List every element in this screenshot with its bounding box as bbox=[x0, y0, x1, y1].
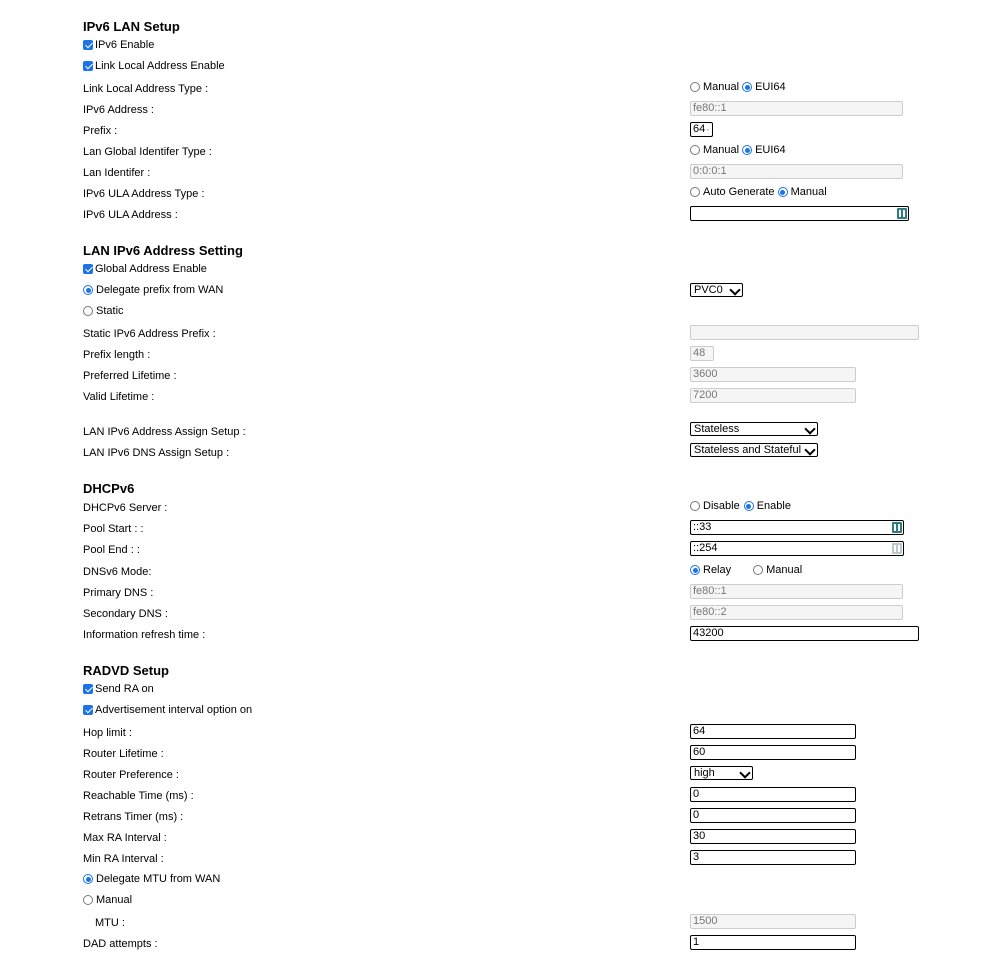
max-ra-interval-input[interactable]: 30 bbox=[690, 829, 856, 844]
global-id-type-eui64-label: EUI64 bbox=[755, 144, 786, 156]
secondary-dns-label: Secondary DNS : bbox=[83, 608, 168, 620]
chevron-down-icon bbox=[804, 423, 815, 434]
ipv6-address-input[interactable]: fe80::1 bbox=[690, 101, 903, 116]
valid-lifetime-input[interactable]: 7200 bbox=[690, 388, 856, 403]
password-manager-icon[interactable] bbox=[892, 543, 902, 554]
static-row[interactable] bbox=[83, 305, 124, 317]
retrans-timer-label: Retrans Timer (ms) : bbox=[83, 811, 184, 823]
spinner-icon[interactable]: ◦ bbox=[706, 127, 709, 134]
preferred-lifetime-label: Preferred Lifetime : bbox=[83, 370, 177, 382]
pvc-select[interactable] bbox=[690, 283, 743, 297]
password-manager-icon[interactable] bbox=[897, 208, 907, 219]
dns-mode-manual-radio[interactable] bbox=[753, 565, 763, 575]
primary-dns-input[interactable]: fe80::1 bbox=[690, 584, 903, 599]
ula-address-label: IPv6 ULA Address : bbox=[83, 209, 178, 221]
send-ra-checkbox[interactable] bbox=[83, 684, 93, 694]
prefix-value: 64 bbox=[693, 123, 706, 135]
ipv6-enable-label: IPv6 Enable bbox=[95, 39, 155, 51]
delegate-prefix-radio[interactable] bbox=[83, 285, 93, 295]
min-ra-interval-input[interactable]: 3 bbox=[690, 850, 856, 865]
dad-attempts-input[interactable]: 1 bbox=[690, 935, 856, 950]
chevron-down-icon bbox=[739, 767, 750, 778]
router-lifetime-label: Router Lifetime : bbox=[83, 748, 164, 760]
link-local-type-manual-label: Manual bbox=[703, 81, 740, 93]
section-title-radvd-setup: RADVD Setup bbox=[83, 663, 169, 678]
address-assign-setup-select[interactable] bbox=[690, 422, 818, 436]
link-local-enable-checkbox-row[interactable] bbox=[83, 60, 225, 72]
delegate-mtu-radio[interactable] bbox=[83, 874, 93, 884]
delegate-prefix-row[interactable] bbox=[83, 284, 223, 296]
ipv6-enable-checkbox[interactable] bbox=[83, 40, 93, 50]
reachable-time-input[interactable]: 0 bbox=[690, 787, 856, 802]
pool-start-label: Pool Start : : bbox=[83, 523, 144, 535]
refresh-time-input[interactable]: 43200 bbox=[690, 626, 919, 641]
chevron-down-icon bbox=[804, 444, 815, 455]
adv-interval-row[interactable] bbox=[83, 704, 252, 716]
primary-dns-label: Primary DNS : bbox=[83, 587, 154, 599]
address-assign-setup-label: LAN IPv6 Address Assign Setup : bbox=[83, 426, 246, 438]
pvc-select-value: PVC0 bbox=[694, 284, 723, 296]
pool-start-input[interactable] bbox=[690, 520, 904, 535]
global-id-type-manual-label: Manual bbox=[703, 144, 740, 156]
router-preference-label: Router Preference : bbox=[83, 769, 179, 781]
valid-lifetime-label: Valid Lifetime : bbox=[83, 391, 155, 403]
pool-end-label: Pool End : : bbox=[83, 544, 140, 556]
address-assign-setup-value: Stateless bbox=[694, 423, 740, 435]
static-label: Static bbox=[96, 305, 124, 317]
chevron-down-icon bbox=[729, 284, 740, 295]
dhcpv6-server-label: DHCPv6 Server : bbox=[83, 502, 168, 514]
dhcpv6-enable-radio[interactable] bbox=[744, 501, 754, 511]
delegate-mtu-label: Delegate MTU from WAN bbox=[96, 873, 221, 885]
global-address-enable-row[interactable] bbox=[83, 263, 207, 275]
adv-interval-checkbox[interactable] bbox=[83, 705, 93, 715]
prefix-label: Prefix : bbox=[83, 125, 118, 137]
preferred-lifetime-input[interactable]: 3600 bbox=[690, 367, 856, 382]
global-id-type-manual-radio[interactable] bbox=[690, 145, 700, 155]
mtu-input[interactable]: 1500 bbox=[690, 914, 856, 929]
section-title-ipv6-lan-setup: IPv6 LAN Setup bbox=[83, 19, 180, 34]
delegate-prefix-label: Delegate prefix from WAN bbox=[96, 284, 224, 296]
dns-assign-setup-label: LAN IPv6 DNS Assign Setup : bbox=[83, 447, 230, 459]
mtu-label: MTU : bbox=[95, 917, 125, 929]
ipv6-enable-checkbox-row[interactable] bbox=[83, 39, 154, 51]
manual-mtu-row[interactable] bbox=[83, 894, 132, 906]
dns-assign-setup-select[interactable] bbox=[690, 443, 818, 457]
link-local-type-manual-radio[interactable] bbox=[690, 82, 700, 92]
static-prefix-input[interactable] bbox=[690, 325, 919, 340]
link-local-enable-label: Link Local Address Enable bbox=[95, 60, 225, 72]
prefix-input[interactable] bbox=[690, 122, 713, 137]
send-ra-row[interactable] bbox=[83, 683, 154, 695]
dns-assign-setup-value: Stateless and Stateful bbox=[694, 444, 802, 456]
ula-type-manual-label: Manual bbox=[790, 186, 827, 198]
retrans-timer-input[interactable]: 0 bbox=[690, 808, 856, 823]
ula-type-label: IPv6 ULA Address Type : bbox=[83, 188, 205, 200]
router-preference-value: high bbox=[694, 767, 715, 779]
dhcpv6-enable-label: Enable bbox=[756, 500, 791, 512]
min-ra-interval-label: Min RA Interval : bbox=[83, 853, 164, 865]
link-local-type-eui64-radio[interactable] bbox=[742, 82, 752, 92]
link-local-type-eui64-label: EUI64 bbox=[755, 81, 786, 93]
ipv6-address-label: IPv6 Address : bbox=[83, 104, 154, 116]
ula-type-auto-radio[interactable] bbox=[690, 187, 700, 197]
max-ra-interval-label: Max RA Interval : bbox=[83, 832, 167, 844]
hop-limit-input[interactable]: 64 bbox=[690, 724, 856, 739]
dns-mode-manual-label: Manual bbox=[766, 564, 803, 576]
send-ra-label: Send RA on bbox=[95, 683, 154, 695]
prefix-length-input[interactable]: 48 bbox=[690, 346, 714, 361]
static-radio[interactable] bbox=[83, 306, 93, 316]
refresh-time-label: Information refresh time : bbox=[83, 629, 206, 641]
hop-limit-label: Hop limit : bbox=[83, 727, 132, 739]
dns-mode-label: DNSv6 Mode: bbox=[83, 566, 152, 578]
static-prefix-label: Static IPv6 Address Prefix : bbox=[83, 328, 216, 340]
dad-attempts-label: DAD attempts : bbox=[83, 938, 158, 950]
router-preference-select[interactable] bbox=[690, 766, 753, 780]
global-address-enable-label: Global Address Enable bbox=[95, 263, 207, 275]
ula-type-auto-label: Auto Generate bbox=[703, 186, 775, 198]
pool-end-input[interactable] bbox=[690, 541, 904, 556]
dns-mode-relay-radio[interactable] bbox=[690, 565, 700, 575]
link-local-enable-checkbox[interactable] bbox=[83, 61, 93, 71]
manual-mtu-label: Manual bbox=[96, 894, 133, 906]
global-id-type-eui64-radio[interactable] bbox=[742, 145, 752, 155]
lan-identifier-input[interactable]: 0:0:0:1 bbox=[690, 164, 903, 179]
password-manager-icon[interactable] bbox=[892, 522, 902, 533]
dns-mode-relay-label: Relay bbox=[703, 564, 732, 576]
router-lifetime-input[interactable]: 60 bbox=[690, 745, 856, 760]
adv-interval-label: Advertisement interval option on bbox=[95, 704, 253, 716]
global-identifier-type-label: Lan Global Identifer Type : bbox=[83, 146, 212, 158]
section-title-lan-ipv6-address: LAN IPv6 Address Setting bbox=[83, 243, 243, 258]
dhcpv6-disable-radio[interactable] bbox=[690, 501, 700, 511]
global-address-enable-checkbox[interactable] bbox=[83, 264, 93, 274]
manual-mtu-radio[interactable] bbox=[83, 895, 93, 905]
pool-end-value: ::254 bbox=[693, 542, 718, 554]
ula-type-manual-radio[interactable] bbox=[778, 187, 788, 197]
ula-address-input[interactable] bbox=[690, 206, 909, 221]
delegate-mtu-row[interactable] bbox=[83, 873, 220, 885]
lan-identifier-label: Lan Identifer : bbox=[83, 167, 151, 179]
secondary-dns-input[interactable]: fe80::2 bbox=[690, 605, 903, 620]
section-title-dhcpv6: DHCPv6 bbox=[83, 481, 135, 496]
link-local-type-label: Link Local Address Type : bbox=[83, 83, 209, 95]
reachable-time-label: Reachable Time (ms) : bbox=[83, 790, 194, 802]
prefix-length-label: Prefix length : bbox=[83, 349, 151, 361]
pool-start-value: ::33 bbox=[693, 521, 712, 533]
dhcpv6-disable-label: Disable bbox=[703, 500, 740, 512]
